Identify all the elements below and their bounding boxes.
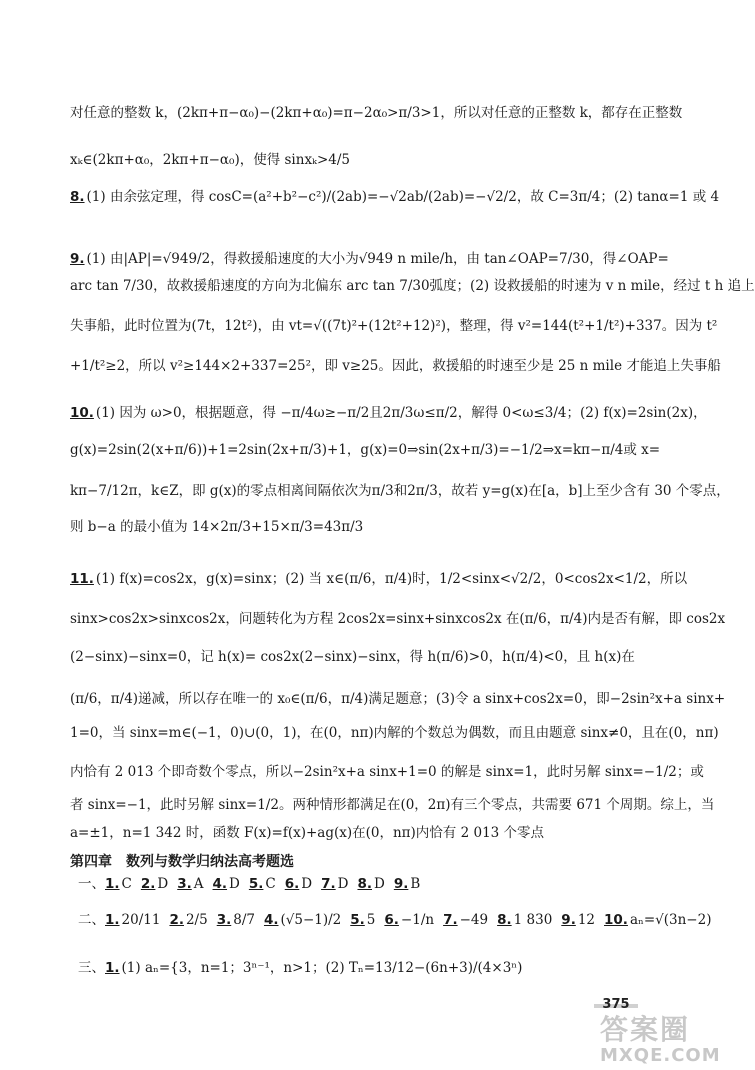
answer-value: D [157, 876, 169, 892]
answer-value: aₙ=√(3n−2) [629, 912, 712, 928]
text-line [70, 723, 719, 743]
answer-item [141, 876, 168, 892]
answer-value: D [301, 876, 313, 892]
answer-number: 5. [350, 912, 365, 928]
line-text: arc tan 7/30，故救援船速度的方向为北偏东 arc tan 7/30弧度；(2) 设救援船的时速为 v n mile，经过 t h 追上 [70, 278, 755, 294]
answer-item [217, 912, 255, 928]
answer-number: 8. [497, 912, 512, 928]
text-line [70, 795, 715, 815]
answer-section [78, 958, 680, 978]
line-text: a=±1，n=1 342 时，函数 F(x)=f(x)+ag(x)在(0，nπ)内恰有 2 013 个零点 [70, 825, 545, 841]
answer-number: 9. [561, 912, 576, 928]
line-text: (1) 由余弦定理，得 cosC=(a²+b²−c²)/(2ab)=−√2ab/(2ab)=−√2/2，故 C=3π/4；(2) tanα=1 或 4 [86, 189, 720, 205]
line-text: (1) 因为 ω>0，根据题意，得 −π/4ω≥−π/2且2π/3ω≤π/2，解得 0<ω≤3/4；(2) f(x)=2sin(2x)， [95, 405, 707, 421]
answer-number: 1. [105, 912, 120, 928]
answer-item [350, 912, 375, 928]
answer-value: (√5−1)/2 [280, 912, 342, 928]
answer-item [213, 876, 240, 892]
answer-number: 7. [443, 912, 458, 928]
line-text: (1) f(x)=cos2x，g(x)=sinx；(2) 当 x∈(π/6，π/4)时，1/2<sinx<√2/2，0<cos2x<1/2，所以 [95, 571, 688, 587]
answer-number: 8. [357, 876, 372, 892]
question-number: 8. [70, 189, 85, 205]
text-line [70, 689, 726, 709]
answer-item [105, 912, 160, 928]
chapter-heading: 第四章 数列与数学归纳法高考题选 [70, 854, 294, 870]
answer-item [384, 912, 434, 928]
answer-number: 1. [105, 876, 120, 892]
answer-item [604, 912, 711, 928]
text-line [70, 316, 718, 336]
text-line [70, 481, 730, 501]
line-text: 失事船，此时位置为(7t，12t²)，由 vt=√((7t)²+(12t²+12)²)，整理，得 v²=144(t²+1/t²)+337。因为 t² [70, 318, 718, 334]
answer-number: 2. [169, 912, 184, 928]
text-line [70, 276, 755, 296]
text-line [70, 187, 720, 207]
question-number: 9. [70, 251, 85, 267]
line-text: (2−sinx)−sinx=0，记 h(x)= cos2x(2−sinx)−sinx，得 h(π/6)>0，h(π/4)<0，且 h(x)在 [70, 649, 635, 665]
answer-item [561, 912, 595, 928]
answer-value: 12 [577, 912, 596, 928]
line-text: 对任意的整数 k，(2kπ+π−α₀)−(2kπ+α₀)=π−2α₀>π/3>1，所以对任意的正整数 k，都存在正整数 [70, 105, 683, 121]
text-line [70, 823, 680, 843]
watermark-url: MXQE.COM [600, 1045, 721, 1066]
line-text: 者 sinx=−1，此时另解 sinx=1/2。两种情形都满足在(0，2π)有三个零点，共需要 671 个周期。综上，当 [70, 797, 715, 813]
answer-value: 8/7 [233, 912, 255, 928]
question-number: 11. [70, 571, 94, 587]
answer-value: A [193, 876, 204, 892]
answer-section [78, 910, 712, 930]
text-line [70, 762, 704, 782]
answer-value: C [265, 876, 276, 892]
answer-value: −1/n [400, 912, 435, 928]
question-number: 10. [70, 405, 94, 421]
answer-number: 6. [284, 876, 300, 892]
answer-section [78, 874, 680, 894]
text-line [70, 517, 680, 537]
line-text: (π/6，π/4)递减，所以存在唯一的 x₀∈(π/6，π/4)满足题意；(3)令 a sinx+cos2x=0，即−2sin²x+a sinx+ [70, 691, 726, 707]
answer-item [105, 876, 132, 892]
answer-value: −49 [459, 912, 489, 928]
answer-item [169, 912, 207, 928]
answer-number: 3. [216, 912, 232, 928]
text-line [70, 440, 680, 460]
answer-item [105, 960, 522, 976]
answer-item [321, 876, 348, 892]
answer-item [357, 876, 384, 892]
answer-number: 9. [393, 876, 409, 892]
answer-value: D [229, 876, 240, 892]
answer-item [497, 912, 552, 928]
answer-value: 2/5 [185, 912, 208, 928]
answer-value: D [374, 876, 385, 892]
answer-item [177, 876, 203, 892]
text-line [70, 569, 688, 589]
text-line [70, 647, 680, 667]
text-line [70, 609, 726, 629]
answer-value: D [337, 876, 349, 892]
line-text: (1) 由|AP|=√949/2，得救援船速度的大小为√949 n mile/h，由 tan∠OAP=7/30，得∠OAP= [86, 251, 669, 267]
answer-value: B [410, 876, 421, 892]
text-line [70, 356, 721, 376]
answer-number: 6. [384, 912, 399, 928]
answer-value: (1) aₙ={3，n=1；3ⁿ⁻¹，n>1；(2) Tₙ=13/12−(6n+3)/(4×3ⁿ) [121, 960, 523, 976]
text-line [70, 150, 680, 170]
line-text: kπ−7/12π，k∈Z，即 g(x)的零点相离间隔依次为π/3和2π/3，故若 y=g(x)在[a，b]上至少含有 30 个零点， [70, 483, 730, 499]
answer-number: 7. [321, 876, 336, 892]
answer-item [249, 876, 276, 892]
answer-item [264, 912, 341, 928]
section-label: 二、 [78, 912, 105, 928]
line-text: sinx>cos2x>sinxcos2x，问题转化为方程 2cos2x=sinx+sinxcos2x 在(π/6，π/4)内是否有解，即 cos2x [70, 611, 726, 627]
answer-number: 10. [604, 912, 628, 928]
answer-number: 1. [105, 960, 120, 976]
section-label: 一、 [78, 876, 105, 892]
answer-number: 4. [263, 912, 279, 928]
watermark-logo-text: 答案圈 [600, 1013, 691, 1046]
answer-item [394, 876, 420, 892]
line-text: 则 b−a 的最小值为 14×2π/3+15×π/3=43π/3 [70, 519, 364, 535]
answer-value: 20/11 [121, 912, 161, 928]
answer-value: 1 830 [513, 912, 553, 928]
line-text: 1=0，当 sinx=m∈(−1，0)∪(0，1)，在(0，nπ)内解的个数总为偶数，而且由题意 sinx≠0，且在(0，nπ) [70, 725, 719, 741]
line-text: 内恰有 2 013 个即奇数个零点，所以−2sin²x+a sinx+1=0 的解是 sinx=1，此时另解 sinx=−1/2；或 [70, 764, 704, 780]
watermark [600, 1014, 748, 1070]
line-text: xₖ∈(2kπ+α₀，2kπ+π−α₀)，使得 sinxₖ>4/5 [70, 152, 351, 168]
answer-item [285, 876, 312, 892]
answer-number: 2. [140, 876, 156, 892]
answer-value: C [121, 876, 132, 892]
answer-item [443, 912, 488, 928]
answer-number: 3. [177, 876, 192, 892]
text-line [70, 103, 683, 123]
line-text: +1/t²≥2，所以 v²≥144×2+337=25²，即 v≥25。因此，救援船的时速至少是 25 n mile 才能追上失事船 [70, 358, 721, 374]
answer-value: 5 [366, 912, 376, 928]
answer-number: 4. [212, 876, 228, 892]
line-text: g(x)=2sin(2(x+π/6))+1=2sin(2x+π/3)+1，g(x)=0⇒sin(2x+π/3)=−1/2⇒x=kπ−π/4或 x= [70, 442, 661, 458]
text-line [70, 249, 680, 269]
section-label: 三、 [78, 960, 105, 976]
answer-number: 5. [248, 876, 264, 892]
text-line [70, 403, 707, 423]
page-number: 375 [594, 996, 638, 1014]
